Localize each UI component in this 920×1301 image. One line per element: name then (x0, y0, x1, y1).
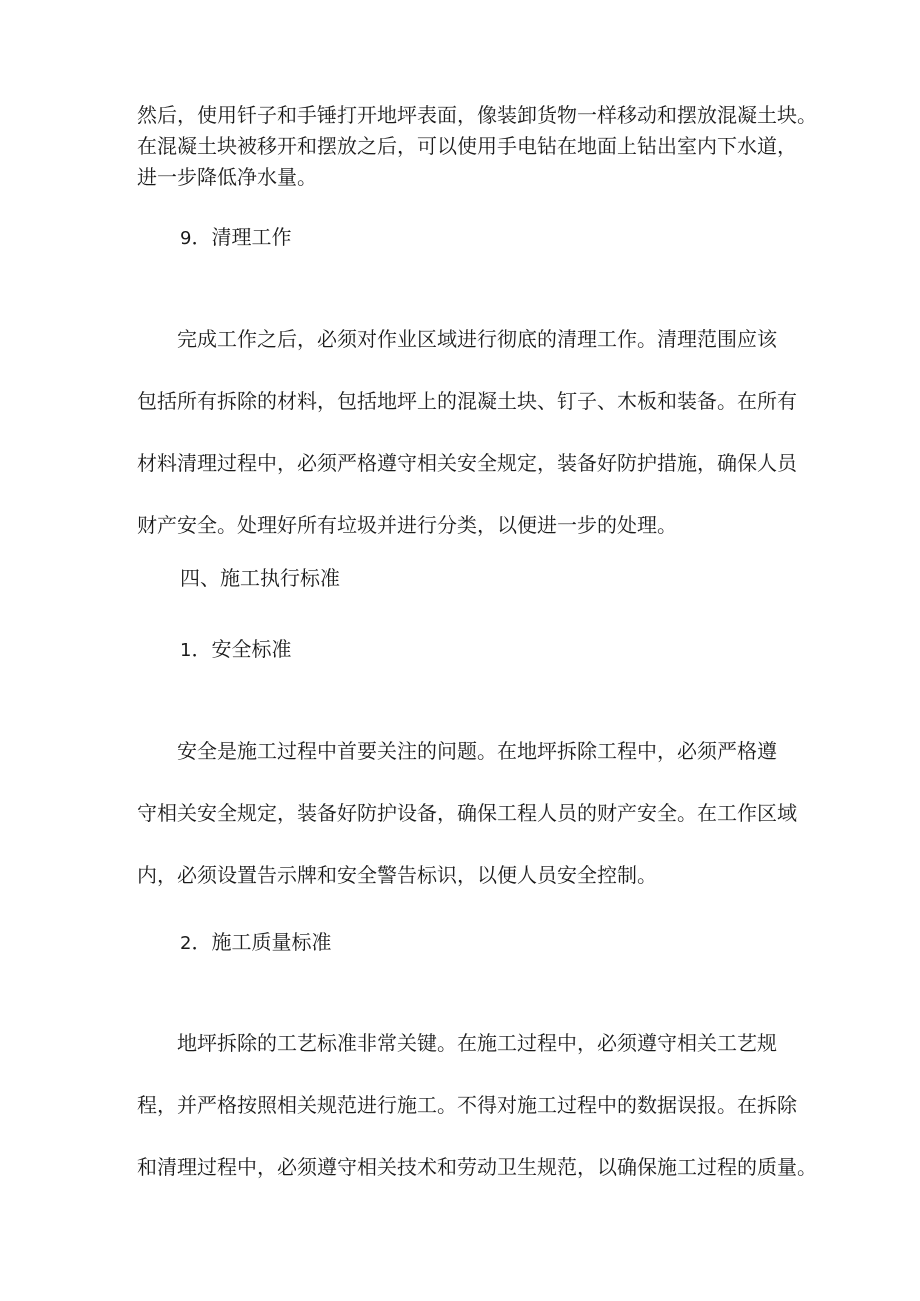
cleanup-paragraph (137, 308, 797, 556)
paragraph-line: 地坪拆除的工艺标准非常关键。在施工过程中，必须遵守相关工艺规 (137, 1031, 777, 1055)
paragraph-line: 材料清理过程中，必须严格遵守相关安全规定，装备好防护措施，确保人员 (137, 451, 797, 475)
heading-number: 2 (180, 933, 192, 954)
heading-cleanup (180, 222, 291, 254)
paragraph-line: 内，必须设置告示牌和安全警告标识，以便人员安全控制。 (137, 863, 657, 887)
paragraph-line: 安全是施工过程中首要关注的问题。在地坪拆除工程中，必须严格遵 (137, 739, 777, 763)
safety-paragraph (137, 720, 797, 906)
paragraph-line: 完成工作之后，必须对作业区域进行彻底的清理工作。清理范围应该 (137, 327, 777, 351)
paragraph-line: 在混凝土块被移开和摆放之后，可以使用手电钻在地面上钻出室内下水道， (137, 134, 797, 158)
quality-paragraph (137, 1012, 817, 1198)
paragraph-line: 守相关安全规定，装备好防护设备，确保工程人员的财产安全。在工作区域 (137, 801, 797, 825)
intro-paragraph (137, 100, 817, 193)
paragraph-line: 包括所有拆除的材料，包括地坪上的混凝土块、钉子、木板和装备。在所有 (137, 389, 797, 413)
paragraph-line: 程，并严格按照相关规范进行施工。不得对施工过程中的数据误报。在拆除 (137, 1093, 797, 1117)
heading-number: 9 (180, 228, 192, 249)
paragraph-line: 财产安全。处理好所有垃圾并进行分类，以便进一步的处理。 (137, 513, 677, 537)
section-heading-4: 四、施工执行标准 (180, 566, 340, 590)
paragraph-line: 和清理过程中，必须遵守相关技术和劳动卫生规范，以确保施工过程的质量。 (137, 1155, 817, 1179)
heading-number: 1 (180, 640, 192, 661)
paragraph-line: 进一步降低净水量。 (137, 165, 317, 189)
heading-title: ．安全标准 (191, 637, 292, 661)
heading-quality (180, 927, 331, 959)
heading-title: ．施工质量标准 (191, 930, 332, 954)
heading-title: ．清理工作 (191, 225, 292, 249)
heading-safety (180, 634, 291, 666)
paragraph-line: 然后，使用钎子和手锤打开地坪表面，像装卸货物一样移动和摆放混凝土块。 (137, 103, 817, 127)
